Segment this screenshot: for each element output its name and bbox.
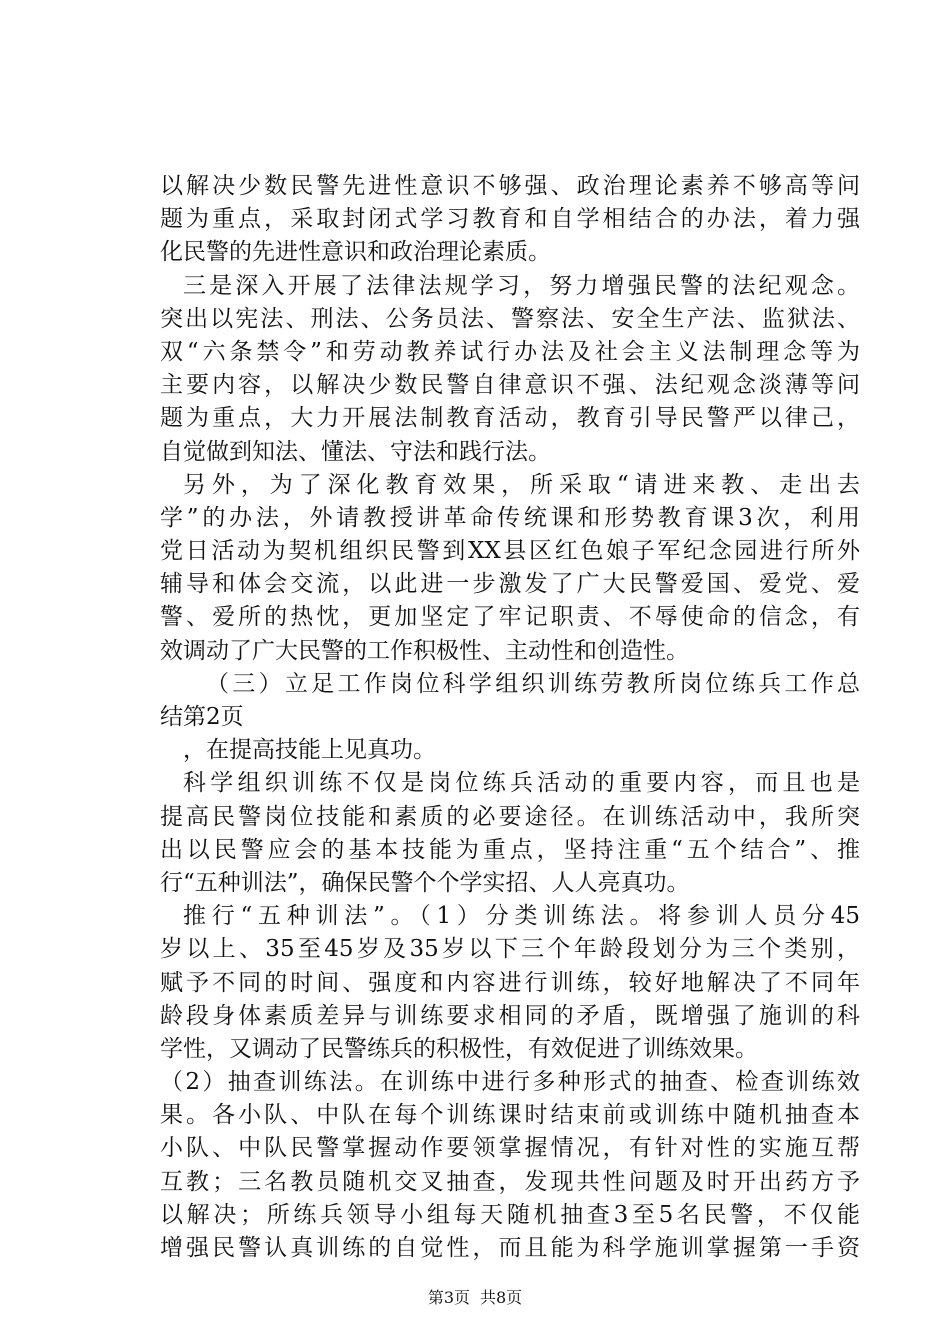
text-line: 学”的办法，外请教授讲革命传统课和形势教育课3次，利用 (160, 504, 860, 531)
page-footer (0, 1287, 950, 1309)
text-line: （2）抽查训练法。在训练中进行多种形式的抽查、检查训练效 (160, 1069, 860, 1096)
text-line: 科学组织训练不仅是岗位练兵活动的重要内容，而且也是 (183, 770, 860, 797)
text-line: 题为重点，大力开展法制教育活动，教育引导民警严以律己， (160, 405, 860, 432)
text-line: 主要内容，以解决少数民警自律意识不强、法纪观念淡薄等问 (160, 372, 860, 399)
section-heading-line: （三）立足工作岗位科学组织训练劳教所岗位练兵工作总 (206, 670, 860, 697)
text-line: 自觉做到知法、懂法、守法和践行法。 (160, 438, 551, 465)
page-number: 第3页 (427, 1288, 470, 1307)
text-line: 以解决少数民警先进性意识不够强、政治理论素养不够高等问 (160, 173, 860, 199)
text-line: 以解决；所练兵领导小组每天随机抽查3至5名民警，不仅能 (160, 1201, 860, 1228)
text-line: 互教；三名教员随机交叉抽查，发现共性问题及时开出药方予 (160, 1168, 860, 1195)
text-line: 三是深入开展了法律法规学习，努力增强民警的法纪观念。 (183, 272, 860, 299)
text-line: 增强民警认真训练的自觉性，而且能为科学施训掌握第一手资 (160, 1235, 860, 1261)
text-line: 岁以上、35至45岁及35岁以下三个年龄段划分为三个类别， (160, 936, 860, 963)
text-line: 小队、中队民警掌握动作要领掌握情况，有针对性的实施互帮 (160, 1135, 860, 1162)
text-line: 龄段身体素质差异与训练要求相同的矛盾，既增强了施训的科 (160, 1002, 860, 1029)
text-line: 赋予不同的时间、强度和内容进行训练，较好地解决了不同年 (160, 969, 860, 996)
text-line: 效调动了广大民警的工作积极性、主动性和创造性。 (160, 637, 689, 664)
text-line: 学性，又调动了民警练兵的积极性，有效促进了训练效果。 (160, 1035, 758, 1062)
section-heading-line: 结第2页 (160, 704, 244, 730)
text-line: 警、爱所的热忱，更加坚定了牢记职责、不辱使命的信念，有 (160, 604, 860, 631)
page-total: 共8页 (480, 1288, 523, 1307)
text-line: 化民警的先进性意识和政治理论素质。 (160, 239, 551, 266)
document-body (160, 170, 860, 1265)
text-line: 突出以宪法、刑法、公务员法、警察法、安全生产法、监狱法、 (160, 305, 860, 332)
text-line: ，在提高技能上见真功。 (183, 737, 436, 764)
text-line: 另外，为了深化教育效果，所采取“请进来教、走出去 (183, 471, 860, 498)
text-line: 行“五种训法”，确保民警个个学实招、人人亮真功。 (160, 869, 690, 896)
text-line: 果。各小队、中队在每个训练课时结束前或训练中随机抽查本 (160, 1102, 860, 1129)
text-line: 推行“五种训法”。（1）分类训练法。将参训人员分45 (183, 903, 860, 930)
text-line: 辅导和体会交流，以此进一步激发了广大民警爱国、爱党、爱 (160, 571, 860, 598)
text-line: 双“六条禁令”和劳动教养试行办法及社会主义法制理念等为 (160, 338, 860, 365)
text-line: 党日活动为契机组织民警到XX县区红色娘子军纪念园进行所外 (160, 538, 860, 565)
text-line: 题为重点，采取封闭式学习教育和自学相结合的办法，着力强 (160, 206, 860, 233)
text-line: 提高民警岗位技能和素质的必要途径。在训练活动中，我所突 (160, 803, 860, 830)
text-line: 出以民警应会的基本技能为重点，坚持注重“五个结合”、推 (160, 836, 860, 863)
